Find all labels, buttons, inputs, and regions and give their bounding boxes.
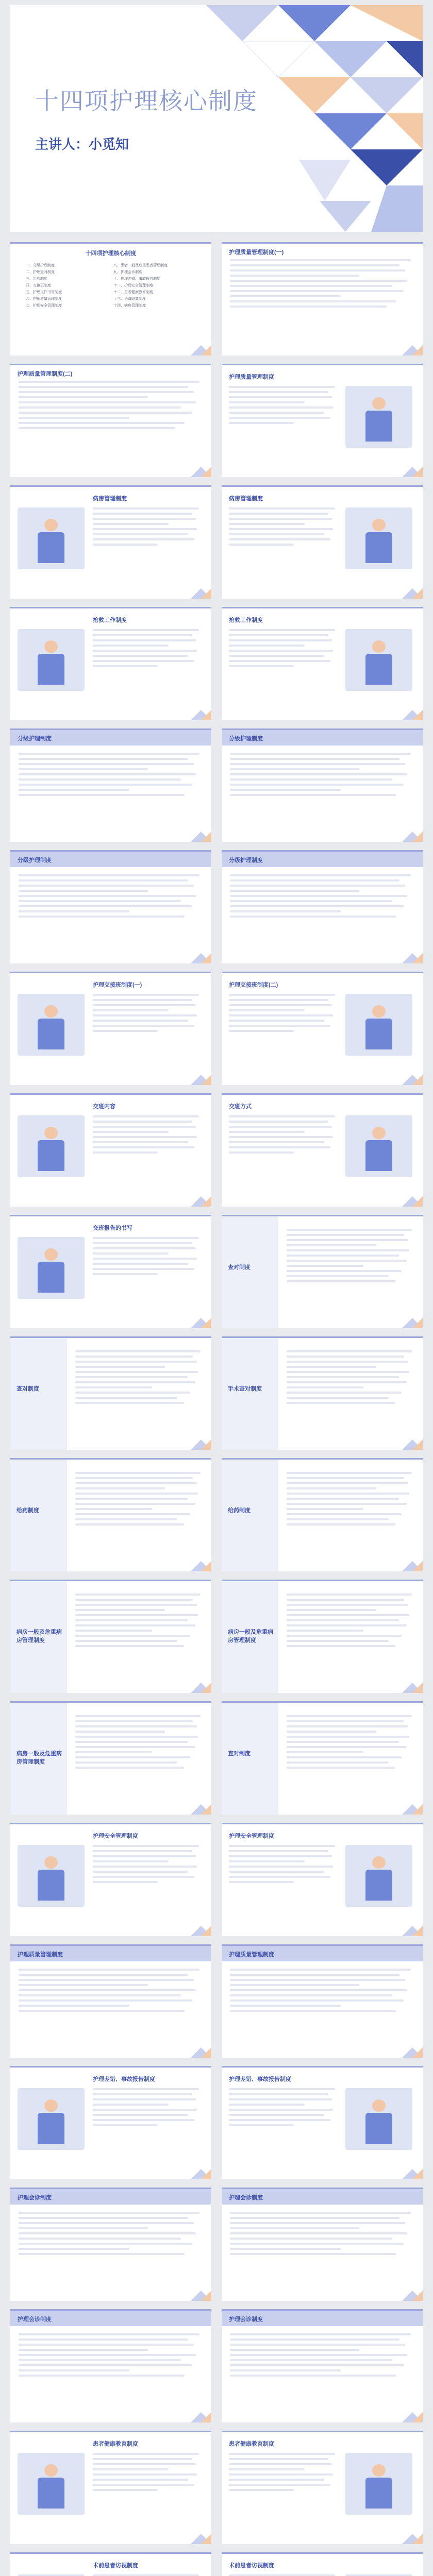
slide-title: 护理会诊制度 [229,2195,263,2201]
slide-text-lines [93,2453,201,2494]
corner-decoration [392,2280,423,2301]
illustration-image [345,1115,412,1177]
corner-decoration [180,1551,211,1571]
corner-decoration [392,700,423,720]
slide-thumbnail[interactable] [10,1580,211,1693]
slide-text-lines [229,994,337,1035]
slide-thumbnail[interactable] [222,485,423,599]
slide-text-lines [287,1229,414,1285]
slide-title: 护理质量管理制度 [229,1952,274,1958]
slide-title: 交班方式 [229,1104,252,1110]
slide-text-lines [230,753,414,799]
slide-text-lines [19,381,203,432]
slide-thumbnail[interactable] [10,2552,211,2576]
toc-item: 四、交接班制度 [26,284,51,287]
slide-title: 术前患者访视制度 [229,2563,274,2569]
slide-thumbnail[interactable] [10,607,211,720]
slide-title: 交班报告的书写 [93,1225,132,1231]
toc-right-column [113,262,168,309]
illustration-image [18,994,85,1056]
decorative-triangles [10,5,423,232]
toc-item: 十、护理差错、事故报告制度 [113,277,160,281]
corner-decoration [180,2402,211,2422]
toc-item: 七、护理安全管理制度 [26,304,62,308]
slide-title: 十四项护理核心制度 [85,250,137,257]
slide-thumbnail[interactable] [222,1215,423,1328]
slide-thumbnail[interactable] [222,850,423,963]
corner-decoration [392,1186,423,1207]
toc-item: 二、护理查对制度 [26,270,55,274]
corner-decoration [180,578,211,599]
slide-title: 护理会诊制度 [18,2316,52,2323]
slide-text-lines [19,2212,203,2258]
slide-thumbnail[interactable] [10,2188,211,2301]
slide-banner [10,852,211,867]
slide-text-lines [287,1715,414,1772]
slide-text-lines [229,507,337,549]
corner-decoration [392,943,423,963]
slide-thumbnail[interactable] [222,242,423,355]
slide-title: 病房管理制度 [229,496,263,502]
corner-decoration [180,1186,211,1207]
slide-banner [10,2311,211,2326]
corner-decoration [180,456,211,477]
slide-thumbnail[interactable] [10,1215,211,1328]
slide-title: 查对制度 [16,1386,39,1392]
slide-title: 抢救工作制度 [229,617,263,623]
slide-banner [10,2189,211,2205]
corner-decoration [180,2280,211,2301]
corner-decoration [392,1916,423,1936]
illustration-image [18,2088,85,2150]
slide-thumbnail[interactable] [222,728,423,842]
slide-title: 查对制度 [228,1751,251,1757]
corner-decoration [180,2037,211,2058]
slide-text-lines [93,2088,201,2129]
slide-thumbnail[interactable] [222,364,423,477]
slide-text-lines [230,874,414,921]
slide-text-lines [229,1115,337,1157]
corner-decoration [392,578,423,599]
slide-title: 护理交接班制度(一) [93,982,142,988]
slide-title: 护理安全管理制度 [93,1833,138,1839]
slide-title: 护理质量管理制度(二) [18,371,73,377]
corner-decoration [392,335,423,355]
slide-title: 护理质量管理制度(一) [229,249,284,256]
corner-decoration [392,2037,423,2058]
illustration-image [345,2453,412,2515]
slide-thumbnail[interactable] [10,1701,211,1815]
slide-title: 护理差错、事故报告制度 [229,2076,291,2082]
slide-side-panel [10,1338,67,1450]
slide-title: 分级护理制度 [18,736,52,742]
corner-decoration [180,2159,211,2179]
corner-decoration [392,1551,423,1571]
slide-thumbnail[interactable] [222,1458,423,1571]
corner-decoration [180,943,211,963]
slide-thumbnail[interactable] [10,972,211,1085]
illustration-image [345,629,412,691]
corner-decoration [392,2402,423,2422]
slide-text-lines [230,2212,414,2258]
corner-decoration [392,1308,423,1328]
slide-side-panel [10,1460,67,1571]
slide-title: 护理质量管理制度 [229,374,274,380]
corner-decoration [180,821,211,842]
slide-text-lines [229,629,337,670]
illustration-image [345,2088,412,2150]
slide-text-lines [230,2333,414,2380]
slide-thumbnail[interactable] [222,2552,423,2576]
corner-decoration [392,1672,423,1693]
slide-text-lines [75,1715,203,1772]
slide-thumbnail[interactable] [10,242,211,355]
slide-thumbnail[interactable] [10,1458,211,1571]
toc-item: 十四、病房管理制度 [113,304,146,308]
illustration-image [18,2453,85,2515]
slide-thumbnail[interactable] [222,2431,423,2544]
illustration-image [18,629,85,691]
corner-decoration [180,1429,211,1450]
slide-grid [10,242,423,2576]
slide-text-lines [75,1472,203,1529]
corner-decoration [180,2523,211,2544]
illustration-image [18,1845,85,1907]
slide-thumbnail[interactable] [10,2431,211,2544]
toc-item: 十一、护理安全管理制度 [113,284,153,287]
slide-banner [10,1946,211,1961]
slide-text-lines [19,753,203,799]
slide-title: 护理会诊制度 [18,2195,52,2201]
slide-title: 护理质量管理制度 [18,1952,63,1958]
slide-text-lines [93,1237,201,1278]
slide-text-lines [287,1472,414,1529]
slide-thumbnail[interactable] [222,2188,423,2301]
slide-banner [10,730,211,745]
slide-title: 给药制度 [228,1507,251,1514]
corner-decoration [180,1672,211,1693]
slide-thumbnail[interactable] [10,850,211,963]
slide-thumbnail[interactable] [10,2066,211,2179]
toc-item: 三、给药制度 [26,277,47,281]
illustration-image [345,1845,412,1907]
corner-decoration [392,1429,423,1450]
slide-title: 病房管理制度 [93,496,127,502]
corner-decoration [180,1308,211,1328]
slide-thumbnail[interactable] [10,728,211,842]
slide-banner [222,730,423,745]
corner-decoration [392,2159,423,2179]
corner-decoration [392,1794,423,1815]
slide-title: 交班内容 [93,1104,115,1110]
slide-text-lines [287,1594,414,1650]
slide-text-lines [287,1350,414,1407]
slide-thumbnail[interactable] [222,2309,423,2422]
slide-text-lines [75,1594,203,1650]
toc-item: 十二、患者健康教育制度 [113,291,153,294]
slide-side-panel [222,1460,278,1571]
slide-title: 抢救工作制度 [93,617,127,623]
slide-thumbnail[interactable] [10,1093,211,1207]
title-slide[interactable] [10,5,423,232]
corner-decoration [180,1794,211,1815]
slide-side-panel [222,1216,278,1328]
slide-title: 给药制度 [16,1507,39,1514]
slide-title: 患者健康教育制度 [93,2441,138,2447]
slide-title: 术前患者访视制度 [93,2563,138,2569]
slide-thumbnail[interactable] [222,1580,423,1693]
slide-thumbnail[interactable] [222,607,423,720]
page-title: 十四项护理核心制度 [35,88,258,114]
slide-text-lines [229,1845,337,1886]
toc-item: 十三、消毒隔离制度 [113,297,146,301]
slide-thumbnail[interactable] [10,1944,211,2058]
slide-text-lines [229,386,337,427]
toc-left-column [26,262,62,309]
slide-thumbnail[interactable] [10,2309,211,2422]
slide-title: 病房一般及危重病房管理制度 [16,1629,62,1643]
slide-title: 分级护理制度 [18,857,52,863]
slide-text-lines [93,994,201,1035]
slide-title: 患者健康教育制度 [229,2441,274,2447]
slide-text-lines [93,1115,201,1157]
slide-text-lines [19,2333,203,2380]
slide-title: 护理安全管理制度 [229,1833,274,1839]
slide-thumbnail[interactable] [222,1944,423,2058]
corner-decoration [180,1064,211,1085]
slide-thumbnail[interactable] [222,1701,423,1815]
slide-title: 护理会诊制度 [229,2316,263,2323]
slide-text-lines [75,1350,203,1407]
illustration-image [345,507,412,569]
slide-thumbnail[interactable] [10,485,211,599]
toc-item: 五、护理文件书写制度 [26,291,62,294]
slide-text-lines [229,2453,337,2494]
slide-thumbnail[interactable] [222,972,423,1085]
illustration-image [18,507,85,569]
toc-item: 六、护理质量管理制度 [26,297,62,301]
speaker-label: 主讲人：小觅知 [35,137,129,152]
slide-title: 病房一般及危重病房管理制度 [16,1751,62,1765]
corner-decoration [180,1916,211,1936]
corner-decoration [392,821,423,842]
slide-title: 护理交接班制度(二) [229,982,278,988]
toc-item: 一、分级护理制度 [26,264,55,267]
slide-banner [222,2311,423,2326]
slide-banner [222,2189,423,2205]
illustration-image [18,1237,85,1299]
slide-text-lines [19,1969,203,2015]
toc-item: 九、护理会诊制度 [113,270,142,274]
slide-text-lines [93,507,201,549]
slide-thumbnail[interactable] [222,2066,423,2179]
slide-banner [222,852,423,867]
slide-text-lines [229,2088,337,2129]
corner-decoration [180,335,211,355]
slide-title: 手术查对制度 [228,1386,262,1392]
toc-item: 八、患者一般及危重患者管理制度 [113,264,168,267]
slide-thumbnail[interactable] [10,1336,211,1450]
slide-title: 病房一般及危重病房管理制度 [228,1629,273,1643]
slide-text-lines [19,874,203,921]
illustration-image [345,994,412,1056]
slide-side-panel [222,1703,278,1815]
slide-title: 分级护理制度 [229,857,263,863]
corner-decoration [180,700,211,720]
slide-thumbnail[interactable] [10,1823,211,1936]
slide-banner [222,1946,423,1961]
slide-text-lines [93,629,201,670]
slide-thumbnail[interactable] [222,1093,423,1207]
slide-thumbnail[interactable] [222,1823,423,1936]
corner-decoration [392,1064,423,1085]
illustration-image [345,386,412,448]
corner-decoration [392,2523,423,2544]
slide-text-lines [230,1969,414,2015]
illustration-image [18,1115,85,1177]
slide-text-lines [93,1845,201,1886]
slide-title: 护理差错、事故报告制度 [93,2076,155,2082]
slide-thumbnail[interactable] [10,364,211,477]
slide-title: 查对制度 [228,1264,251,1270]
slide-title: 分级护理制度 [229,736,263,742]
slide-thumbnail[interactable] [222,1336,423,1450]
corner-decoration [392,456,423,477]
slide-side-panel [222,1338,278,1450]
slide-text-lines [230,259,414,311]
